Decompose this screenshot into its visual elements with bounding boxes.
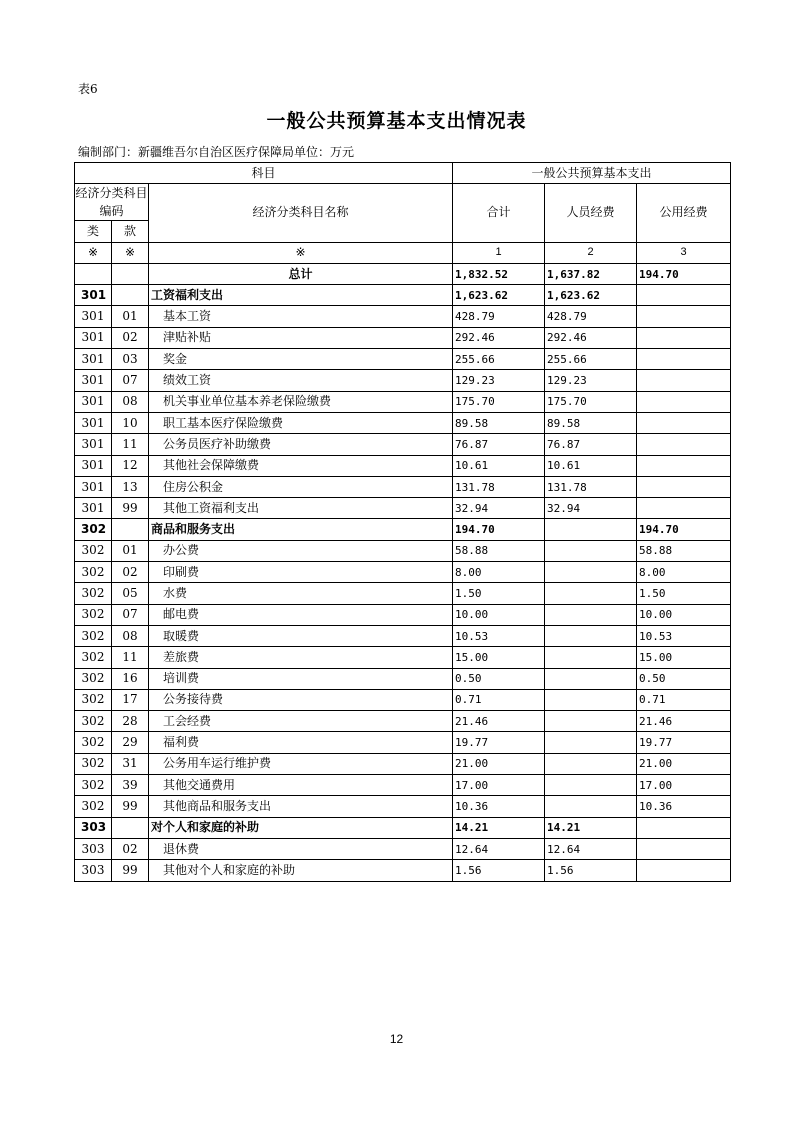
unit-label: 单位：万元	[294, 145, 355, 159]
total-cell: 10.53	[453, 625, 545, 646]
subject-name-cell: 取暖费	[149, 625, 453, 646]
table-row	[75, 455, 731, 476]
total-personnel: 1,637.82	[545, 263, 637, 284]
item-code-cell: 99	[112, 860, 149, 881]
personnel-cell: 292.46	[545, 327, 637, 348]
item-code-cell: 11	[112, 434, 149, 455]
class-code-cell: 301	[75, 306, 112, 327]
class-code-cell: 302	[75, 562, 112, 583]
public-cell	[637, 434, 731, 455]
subject-name-cell: 津贴补贴	[149, 327, 453, 348]
subject-name-cell: 其他工资福利支出	[149, 498, 453, 519]
table-row	[75, 647, 731, 668]
personnel-cell	[545, 519, 637, 540]
table-row	[75, 860, 731, 881]
public-cell	[637, 306, 731, 327]
total-cell: 8.00	[453, 562, 545, 583]
class-code-cell: 302	[75, 689, 112, 710]
budget-table	[74, 162, 731, 882]
public-cell	[637, 455, 731, 476]
subject-name-cell: 基本工资	[149, 306, 453, 327]
subject-name-cell: 职工基本医疗保险缴费	[149, 412, 453, 433]
personnel-cell	[545, 668, 637, 689]
total-cell: 10.00	[453, 604, 545, 625]
public-cell	[637, 412, 731, 433]
subject-name-cell: 水费	[149, 583, 453, 604]
table-number: 表6	[78, 82, 98, 96]
total-cell: 17.00	[453, 775, 545, 796]
subject-name-cell: 办公费	[149, 540, 453, 561]
public-cell: 1.50	[637, 583, 731, 604]
mark-cell: ※	[112, 242, 149, 263]
item-code-cell	[112, 519, 149, 540]
total-cell: 1.50	[453, 583, 545, 604]
subject-name-cell: 印刷费	[149, 562, 453, 583]
total-cell: 12.64	[453, 838, 545, 859]
item-code-cell: 08	[112, 625, 149, 646]
total-cell: 32.94	[453, 498, 545, 519]
table-row	[75, 412, 731, 433]
header-item-col: 款	[112, 221, 149, 242]
personnel-cell: 428.79	[545, 306, 637, 327]
personnel-cell: 131.78	[545, 476, 637, 497]
personnel-cell: 255.66	[545, 349, 637, 370]
subject-name-cell: 其他对个人和家庭的补助	[149, 860, 453, 881]
class-code-cell: 301	[75, 455, 112, 476]
table-row	[75, 732, 731, 753]
personnel-cell: 175.70	[545, 391, 637, 412]
category-row	[75, 285, 731, 306]
personnel-cell	[545, 711, 637, 732]
personnel-cell: 1.56	[545, 860, 637, 881]
class-code-cell: 301	[75, 434, 112, 455]
public-cell: 21.00	[637, 753, 731, 774]
total-cell: 1.56	[453, 860, 545, 881]
public-cell	[637, 860, 731, 881]
table-row	[75, 476, 731, 497]
item-code-cell: 17	[112, 689, 149, 710]
table-row	[75, 583, 731, 604]
total-cell: 58.88	[453, 540, 545, 561]
item-code-cell: 39	[112, 775, 149, 796]
item-code-cell: 02	[112, 562, 149, 583]
personnel-cell	[545, 625, 637, 646]
table-row	[75, 775, 731, 796]
total-cell: 0.71	[453, 689, 545, 710]
public-cell	[637, 285, 731, 306]
personnel-cell: 129.23	[545, 370, 637, 391]
index-cell-3: 3	[637, 242, 731, 263]
personnel-cell	[545, 689, 637, 710]
table-row	[75, 370, 731, 391]
public-cell	[637, 370, 731, 391]
total-cell: 89.58	[453, 412, 545, 433]
header-row-2	[75, 184, 731, 221]
class-code-cell: 303	[75, 838, 112, 859]
item-code-cell: 03	[112, 349, 149, 370]
total-amount: 1,832.52	[453, 263, 545, 284]
public-cell	[637, 817, 731, 838]
category-row	[75, 519, 731, 540]
subject-name-cell: 机关事业单位基本养老保险缴费	[149, 391, 453, 412]
total-cell: 129.23	[453, 370, 545, 391]
table-row	[75, 391, 731, 412]
personnel-cell	[545, 540, 637, 561]
total-cell: 10.36	[453, 796, 545, 817]
item-code-cell: 13	[112, 476, 149, 497]
public-cell	[637, 498, 731, 519]
public-cell	[637, 476, 731, 497]
header-class-col: 类	[75, 221, 112, 242]
table-row	[75, 349, 731, 370]
class-code-cell: 302	[75, 753, 112, 774]
personnel-cell: 32.94	[545, 498, 637, 519]
header-row-1	[75, 163, 731, 184]
item-code-cell: 10	[112, 412, 149, 433]
class-code-cell: 302	[75, 732, 112, 753]
subject-name-cell: 退休费	[149, 838, 453, 859]
total-cell: 175.70	[453, 391, 545, 412]
class-code-cell: 302	[75, 625, 112, 646]
category-row	[75, 817, 731, 838]
header-general-budget: 一般公共预算基本支出	[453, 163, 731, 184]
item-code-cell: 02	[112, 838, 149, 859]
table-meta	[78, 143, 354, 160]
total-cell: 0.50	[453, 668, 545, 689]
total-cell: 194.70	[453, 519, 545, 540]
mark-cell: ※	[75, 242, 112, 263]
class-code-cell: 302	[75, 668, 112, 689]
class-code-cell: 302	[75, 775, 112, 796]
public-cell: 0.71	[637, 689, 731, 710]
public-cell	[637, 838, 731, 859]
personnel-cell: 12.64	[545, 838, 637, 859]
total-row	[75, 263, 731, 284]
personnel-cell: 14.21	[545, 817, 637, 838]
class-code-cell: 301	[75, 349, 112, 370]
table-row	[75, 434, 731, 455]
header-name-col: 经济分类科目名称	[149, 184, 453, 242]
page-number: 12	[389, 1032, 404, 1046]
total-public: 194.70	[637, 263, 731, 284]
table-row	[75, 498, 731, 519]
class-code-cell: 302	[75, 711, 112, 732]
personnel-cell	[545, 604, 637, 625]
header-subject: 科目	[75, 163, 453, 184]
subject-name-cell: 邮电费	[149, 604, 453, 625]
item-code-cell: 01	[112, 540, 149, 561]
total-cell: 15.00	[453, 647, 545, 668]
class-code-cell: 301	[75, 498, 112, 519]
index-cell-1: 1	[453, 242, 545, 263]
subject-name-cell: 商品和服务支出	[149, 519, 453, 540]
class-code-cell: 302	[75, 540, 112, 561]
public-cell: 19.77	[637, 732, 731, 753]
total-cell: 131.78	[453, 476, 545, 497]
total-class-cell	[75, 263, 112, 284]
class-code-cell: 301	[75, 391, 112, 412]
item-code-cell	[112, 285, 149, 306]
table-row	[75, 604, 731, 625]
personnel-cell: 10.61	[545, 455, 637, 476]
public-cell: 194.70	[637, 519, 731, 540]
item-code-cell: 99	[112, 796, 149, 817]
personnel-cell: 89.58	[545, 412, 637, 433]
public-cell: 10.00	[637, 604, 731, 625]
personnel-cell: 1,623.62	[545, 285, 637, 306]
subject-name-cell: 工会经费	[149, 711, 453, 732]
page-title: 一般公共预算基本支出情况表	[266, 110, 527, 132]
class-code-cell: 303	[75, 860, 112, 881]
item-code-cell: 99	[112, 498, 149, 519]
public-cell	[637, 349, 731, 370]
total-item-cell	[112, 263, 149, 284]
class-code-cell: 301	[75, 285, 112, 306]
subject-name-cell: 其他商品和服务支出	[149, 796, 453, 817]
subject-name-cell: 绩效工资	[149, 370, 453, 391]
table-row	[75, 540, 731, 561]
class-code-cell: 301	[75, 476, 112, 497]
class-code-cell: 302	[75, 604, 112, 625]
personnel-cell	[545, 647, 637, 668]
subject-name-cell: 公务用车运行维护费	[149, 753, 453, 774]
total-cell: 76.87	[453, 434, 545, 455]
total-cell: 14.21	[453, 817, 545, 838]
public-cell: 17.00	[637, 775, 731, 796]
personnel-cell	[545, 753, 637, 774]
header-row-index	[75, 242, 731, 263]
item-code-cell: 02	[112, 327, 149, 348]
public-cell: 10.36	[637, 796, 731, 817]
table-row	[75, 668, 731, 689]
total-cell: 19.77	[453, 732, 545, 753]
total-cell: 255.66	[453, 349, 545, 370]
class-code-cell: 303	[75, 817, 112, 838]
subject-name-cell: 对个人和家庭的补助	[149, 817, 453, 838]
class-code-cell: 301	[75, 370, 112, 391]
class-code-cell: 301	[75, 412, 112, 433]
class-code-cell: 302	[75, 519, 112, 540]
subject-name-cell: 其他社会保障缴费	[149, 455, 453, 476]
total-cell: 292.46	[453, 327, 545, 348]
mark-cell: ※	[149, 242, 453, 263]
table-row	[75, 327, 731, 348]
item-code-cell: 07	[112, 604, 149, 625]
header-personnel-col: 人员经费	[545, 184, 637, 242]
subject-name-cell: 公务接待费	[149, 689, 453, 710]
total-cell: 1,623.62	[453, 285, 545, 306]
item-code-cell: 12	[112, 455, 149, 476]
total-cell: 21.00	[453, 753, 545, 774]
table-row	[75, 838, 731, 859]
class-code-cell: 301	[75, 327, 112, 348]
total-cell: 428.79	[453, 306, 545, 327]
subject-name-cell: 公务员医疗补助缴费	[149, 434, 453, 455]
subject-name-cell: 奖金	[149, 349, 453, 370]
table-row	[75, 796, 731, 817]
personnel-cell	[545, 796, 637, 817]
table-row	[75, 562, 731, 583]
item-code-cell: 05	[112, 583, 149, 604]
table-row	[75, 753, 731, 774]
total-cell: 21.46	[453, 711, 545, 732]
header-code-group: 经济分类科目编码	[75, 184, 149, 221]
table-row	[75, 306, 731, 327]
item-code-cell: 01	[112, 306, 149, 327]
item-code-cell: 11	[112, 647, 149, 668]
subject-name-cell: 差旅费	[149, 647, 453, 668]
class-code-cell: 302	[75, 796, 112, 817]
class-code-cell: 302	[75, 647, 112, 668]
subject-name-cell: 住房公积金	[149, 476, 453, 497]
public-cell: 0.50	[637, 668, 731, 689]
item-code-cell: 16	[112, 668, 149, 689]
subject-name-cell: 其他交通费用	[149, 775, 453, 796]
item-code-cell: 31	[112, 753, 149, 774]
item-code-cell: 28	[112, 711, 149, 732]
table-row	[75, 625, 731, 646]
item-code-cell: 07	[112, 370, 149, 391]
subject-name-cell: 福利费	[149, 732, 453, 753]
personnel-cell: 76.87	[545, 434, 637, 455]
subject-name-cell: 培训费	[149, 668, 453, 689]
public-cell: 15.00	[637, 647, 731, 668]
public-cell: 58.88	[637, 540, 731, 561]
table-row	[75, 711, 731, 732]
public-cell: 21.46	[637, 711, 731, 732]
table-row	[75, 689, 731, 710]
personnel-cell	[545, 732, 637, 753]
class-code-cell: 302	[75, 583, 112, 604]
total-cell: 10.61	[453, 455, 545, 476]
header-total-col: 合计	[453, 184, 545, 242]
personnel-cell	[545, 775, 637, 796]
personnel-cell	[545, 583, 637, 604]
item-code-cell	[112, 817, 149, 838]
public-cell	[637, 327, 731, 348]
public-cell: 10.53	[637, 625, 731, 646]
org-label: 编制部门：新疆维吾尔自治区医疗保障局	[78, 145, 295, 159]
header-public-col: 公用经费	[637, 184, 731, 242]
total-label: 总计	[149, 263, 453, 284]
public-cell	[637, 391, 731, 412]
personnel-cell	[545, 562, 637, 583]
index-cell-2: 2	[545, 242, 637, 263]
item-code-cell: 08	[112, 391, 149, 412]
item-code-cell: 29	[112, 732, 149, 753]
public-cell: 8.00	[637, 562, 731, 583]
subject-name-cell: 工资福利支出	[149, 285, 453, 306]
